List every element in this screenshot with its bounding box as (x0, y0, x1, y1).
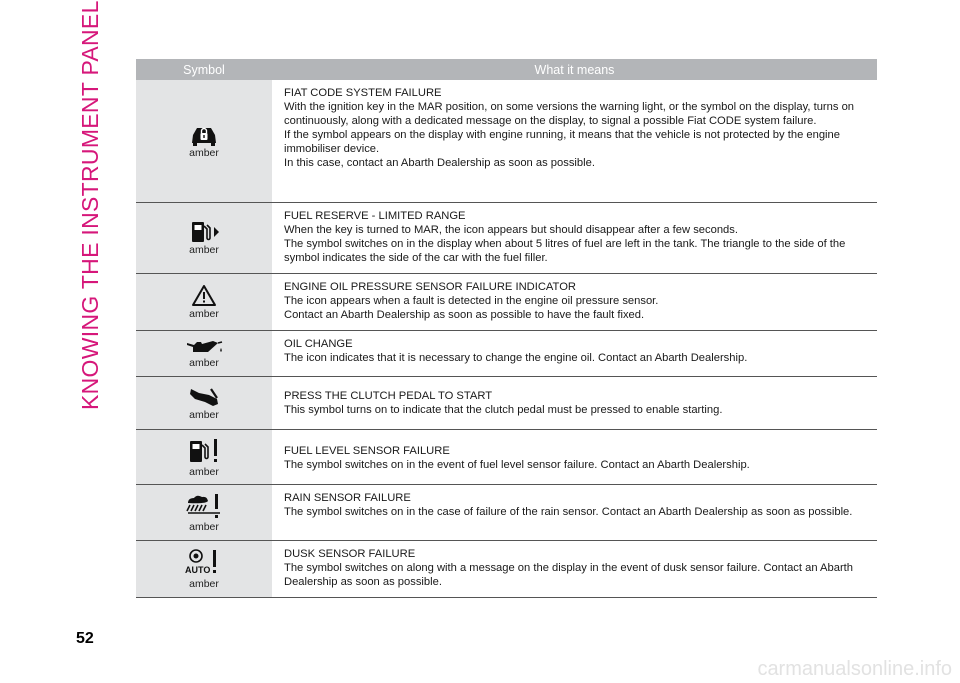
meaning-cell (272, 202, 877, 273)
color-label: amber (189, 357, 219, 369)
symbol-cell (136, 540, 272, 597)
meaning-line: The symbol switches on in the case of failure of the rain sensor. Contact an Abarth Dealership as soon as possible. (284, 505, 853, 518)
table-header-row (136, 59, 877, 80)
section-side-title: KNOWING THE INSTRUMENT PANEL (77, 0, 103, 410)
clutch-pedal-icon (136, 385, 272, 409)
table-row (136, 540, 877, 597)
symbol-cell (136, 80, 272, 202)
symbol-cell (136, 273, 272, 330)
watermark: carmanualsonline.info (757, 658, 952, 680)
header-meaning: What it means (272, 59, 877, 80)
meaning-title: PRESS THE CLUTCH PEDAL TO START (284, 389, 493, 402)
rain-sensor-icon (136, 491, 272, 521)
fuel-pump-icon (136, 220, 272, 244)
meaning-title: FUEL RESERVE - LIMITED RANGE (284, 209, 466, 222)
color-label: amber (189, 408, 219, 421)
table-row (136, 376, 877, 429)
table-row (136, 273, 877, 330)
meaning-title: FUEL LEVEL SENSOR FAILURE (284, 444, 450, 457)
meaning-cell (272, 429, 877, 484)
table-row (136, 330, 877, 376)
meaning-cell (272, 484, 877, 540)
meaning-cell (272, 80, 877, 202)
color-label: amber (189, 465, 219, 478)
color-label: amber (189, 146, 219, 159)
dusk-sensor-auto-label: AUTO (185, 564, 211, 575)
symbol-cell (136, 429, 272, 484)
meaning-line: The symbol switches on along with a message on the display in the event of dusk sensor failure. Contact an Abarth Dealership as soon as possible. (284, 561, 854, 588)
color-label: amber (189, 243, 219, 256)
warning-symbols-table (136, 59, 877, 598)
warning-triangle-icon (136, 284, 272, 308)
table-row (136, 484, 877, 540)
meaning-line: When the key is turned to MAR, the icon appears but should disappear after a few seconds. (284, 223, 738, 236)
table-row (136, 429, 877, 484)
fuel-level-sensor-icon (136, 436, 272, 466)
meaning-line: If the symbol appears on the display with engine running, it means that the vehicle is not protected by the engine immobiliser device. (284, 129, 840, 155)
meaning-line: The icon appears when a fault is detected in the engine oil pressure sensor. (284, 294, 659, 307)
symbol-cell (136, 330, 272, 376)
table-row (136, 202, 877, 273)
meaning-cell (272, 376, 877, 429)
page-number: 52 (76, 630, 94, 647)
meaning-title: OIL CHANGE (284, 337, 353, 350)
meaning-title: RAIN SENSOR FAILURE (284, 491, 411, 504)
dusk-sensor-icon (184, 548, 224, 578)
meaning-line: In this case, contact an Abarth Dealership as soon as possible. (284, 157, 595, 169)
meaning-line: The icon indicates that it is necessary to change the engine oil. Contact an Abarth Dealership. (284, 351, 748, 364)
symbol-cell (136, 202, 272, 273)
color-label: amber (189, 521, 219, 533)
meaning-line: The symbol switches on in the event of fuel level sensor failure. Contact an Abarth Dealership. (284, 458, 750, 471)
meaning-cell (272, 330, 877, 376)
oil-can-icon (136, 337, 272, 357)
meaning-line: Contact an Abarth Dealership as soon as possible to have the fault fixed. (284, 308, 645, 321)
meaning-title: FIAT CODE SYSTEM FAILURE (284, 87, 442, 99)
meaning-line: This symbol turns on to indicate that the clutch pedal must be pressed to enable starting. (284, 403, 723, 416)
color-label: amber (189, 307, 219, 320)
color-label: amber (189, 577, 219, 590)
header-symbol: Symbol (136, 59, 272, 80)
table-row (136, 80, 877, 202)
meaning-title: DUSK SENSOR FAILURE (284, 547, 416, 560)
meaning-line: With the ignition key in the MAR position, on some versions the warning light, or the symbol on the display, turns on continuously, along with a dedicated message on the display, to signal a possible Fiat CODE system failure. (284, 101, 855, 127)
meaning-cell (272, 540, 877, 597)
meaning-title: ENGINE OIL PRESSURE SENSOR FAILURE INDICATOR (284, 280, 576, 293)
meaning-line: The symbol switches on in the display when about 5 litres of fuel are left in the tank. The triangle to the side of the symbol indicates the side of the car with the fuel filler. (284, 237, 846, 264)
padlock-car-icon (136, 123, 272, 147)
symbol-cell (136, 484, 272, 540)
symbol-cell (136, 376, 272, 429)
meaning-cell (272, 273, 877, 330)
